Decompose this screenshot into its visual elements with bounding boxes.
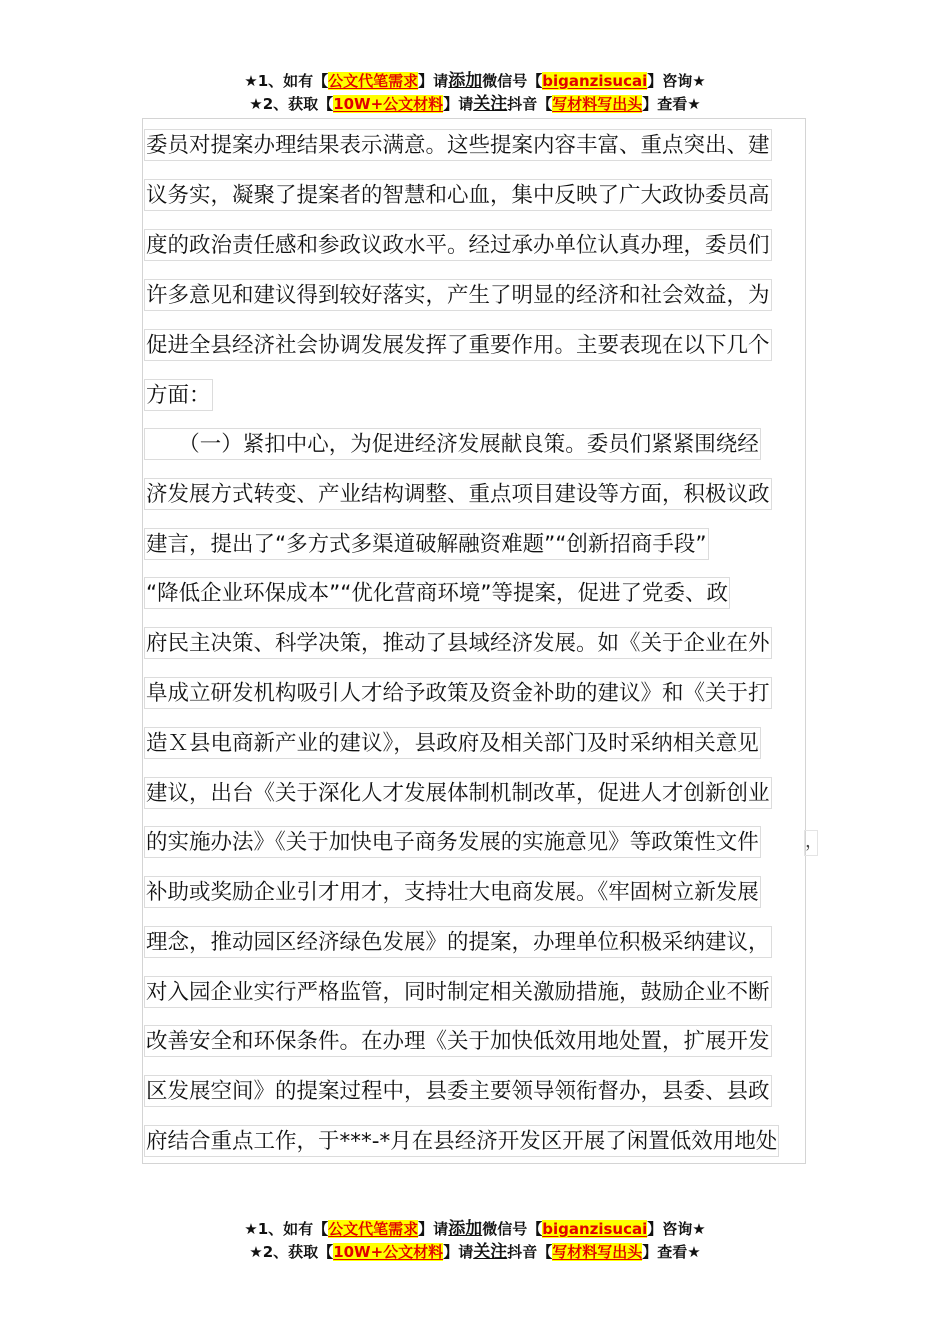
footer-banner bbox=[0, 1218, 950, 1264]
body-line: 方面： bbox=[144, 379, 213, 411]
banner-highlight-douyin: 写材料写出头 bbox=[552, 95, 643, 113]
body-line: 委员对提案办理结果表示满意。这些提案内容丰富、重点突出、建 bbox=[144, 129, 772, 161]
banner-text: 抖音【 bbox=[507, 95, 553, 113]
banner-emphasis: 添加 bbox=[448, 71, 483, 91]
banner-line-2 bbox=[0, 93, 950, 116]
banner-text: ★2、获取【 bbox=[249, 95, 334, 113]
banner-text: 抖音【 bbox=[507, 1243, 553, 1261]
body-line: 府民主决策、科学决策，推动了县域经济发展。如《关于企业在外 bbox=[144, 627, 772, 659]
banner-line-2 bbox=[0, 1241, 950, 1264]
banner-text: 微信号【 bbox=[482, 72, 543, 90]
header-banner bbox=[0, 70, 950, 116]
body-line: 阜成立研发机构吸引人才给予政策及资金补助的建议》和《关于打 bbox=[144, 677, 772, 709]
banner-text: ★1、如有【 bbox=[244, 1220, 329, 1238]
body-line: 许多意见和建议得到较好落实，产生了明显的经济和社会效益，为 bbox=[144, 279, 772, 311]
banner-text: 】请 bbox=[443, 95, 474, 113]
body-line: “降低企业环保成本”“优化营商环境”等提案，促进了党委、政 bbox=[144, 577, 730, 609]
banner-highlight-wechat: biganzisucai bbox=[542, 1220, 648, 1238]
body-line: 对入园企业实行严格监管，同时制定相关激励措施，鼓励企业不断 bbox=[144, 976, 772, 1008]
body-line: 造Ｘ县电商新产业的建议》，县政府及相关部门及时采纳相关意见 bbox=[144, 727, 761, 759]
banner-highlight-douyin: 写材料写出头 bbox=[552, 1243, 643, 1261]
body-line: 区发展空间》的提案过程中，县委主要领导领衔督办，县委、县政 bbox=[144, 1075, 772, 1107]
banner-text: 】咨询★ bbox=[647, 1220, 706, 1238]
body-line: （一）紧扣中心，为促进经济发展献良策。委员们紧紧围绕经 bbox=[144, 428, 761, 460]
banner-text: 微信号【 bbox=[482, 1220, 543, 1238]
banner-text: 】查看★ bbox=[642, 1243, 701, 1261]
banner-line-1 bbox=[0, 1218, 950, 1241]
banner-line-1 bbox=[0, 70, 950, 93]
banner-highlight-wechat: biganzisucai bbox=[542, 72, 648, 90]
overflow-punctuation: ， bbox=[804, 830, 818, 856]
body-line: 议务实，凝聚了提案者的智慧和心血，集中反映了广大政协委员高 bbox=[144, 179, 772, 211]
banner-text: 】查看★ bbox=[642, 95, 701, 113]
banner-highlight-service: 公文代笔需求 bbox=[328, 72, 419, 90]
body-line: 改善安全和环保条件。在办理《关于加快低效用地处置，扩展开发 bbox=[144, 1025, 772, 1057]
body-line: 度的政治责任感和参政议政水平。经过承办单位认真办理，委员们 bbox=[144, 229, 772, 261]
body-line: 的实施办法》《关于加快电子商务发展的实施意见》等政策性文件 bbox=[144, 826, 761, 858]
banner-emphasis: 添加 bbox=[448, 1219, 483, 1239]
banner-highlight-service: 公文代笔需求 bbox=[328, 1220, 419, 1238]
body-line: 理念，推动园区经济绿色发展》的提案，办理单位积极采纳建议， bbox=[144, 926, 772, 958]
banner-emphasis: 关注 bbox=[473, 94, 508, 114]
banner-highlight-materials: 10W+公文材料 bbox=[333, 1243, 444, 1261]
body-line: 建议，出台《关于深化人才发展体制机制改革，促进人才创新创业 bbox=[144, 777, 772, 809]
body-line: 建言，提出了“多方式多渠道破解融资难题”“创新招商手段” bbox=[144, 528, 709, 560]
body-line: 促进全县经济社会协调发展发挥了重要作用。主要表现在以下几个 bbox=[144, 329, 772, 361]
banner-highlight-materials: 10W+公文材料 bbox=[333, 95, 444, 113]
banner-text: 】请 bbox=[418, 1220, 449, 1238]
banner-text: ★1、如有【 bbox=[244, 72, 329, 90]
body-line: 补助或奖励企业引才用才，支持壮大电商发展。《牢固树立新发展 bbox=[144, 876, 761, 908]
body-line: 府结合重点工作，于***-*月在县经济开发区开展了闲置低效用地处 bbox=[144, 1125, 779, 1157]
body-line: 济发展方式转变、产业结构调整、重点项目建设等方面，积极议政 bbox=[144, 478, 772, 510]
banner-text: ★2、获取【 bbox=[249, 1243, 334, 1261]
banner-text: 】咨询★ bbox=[647, 72, 706, 90]
banner-text: 】请 bbox=[418, 72, 449, 90]
banner-emphasis: 关注 bbox=[473, 1242, 508, 1262]
banner-text: 】请 bbox=[443, 1243, 474, 1261]
